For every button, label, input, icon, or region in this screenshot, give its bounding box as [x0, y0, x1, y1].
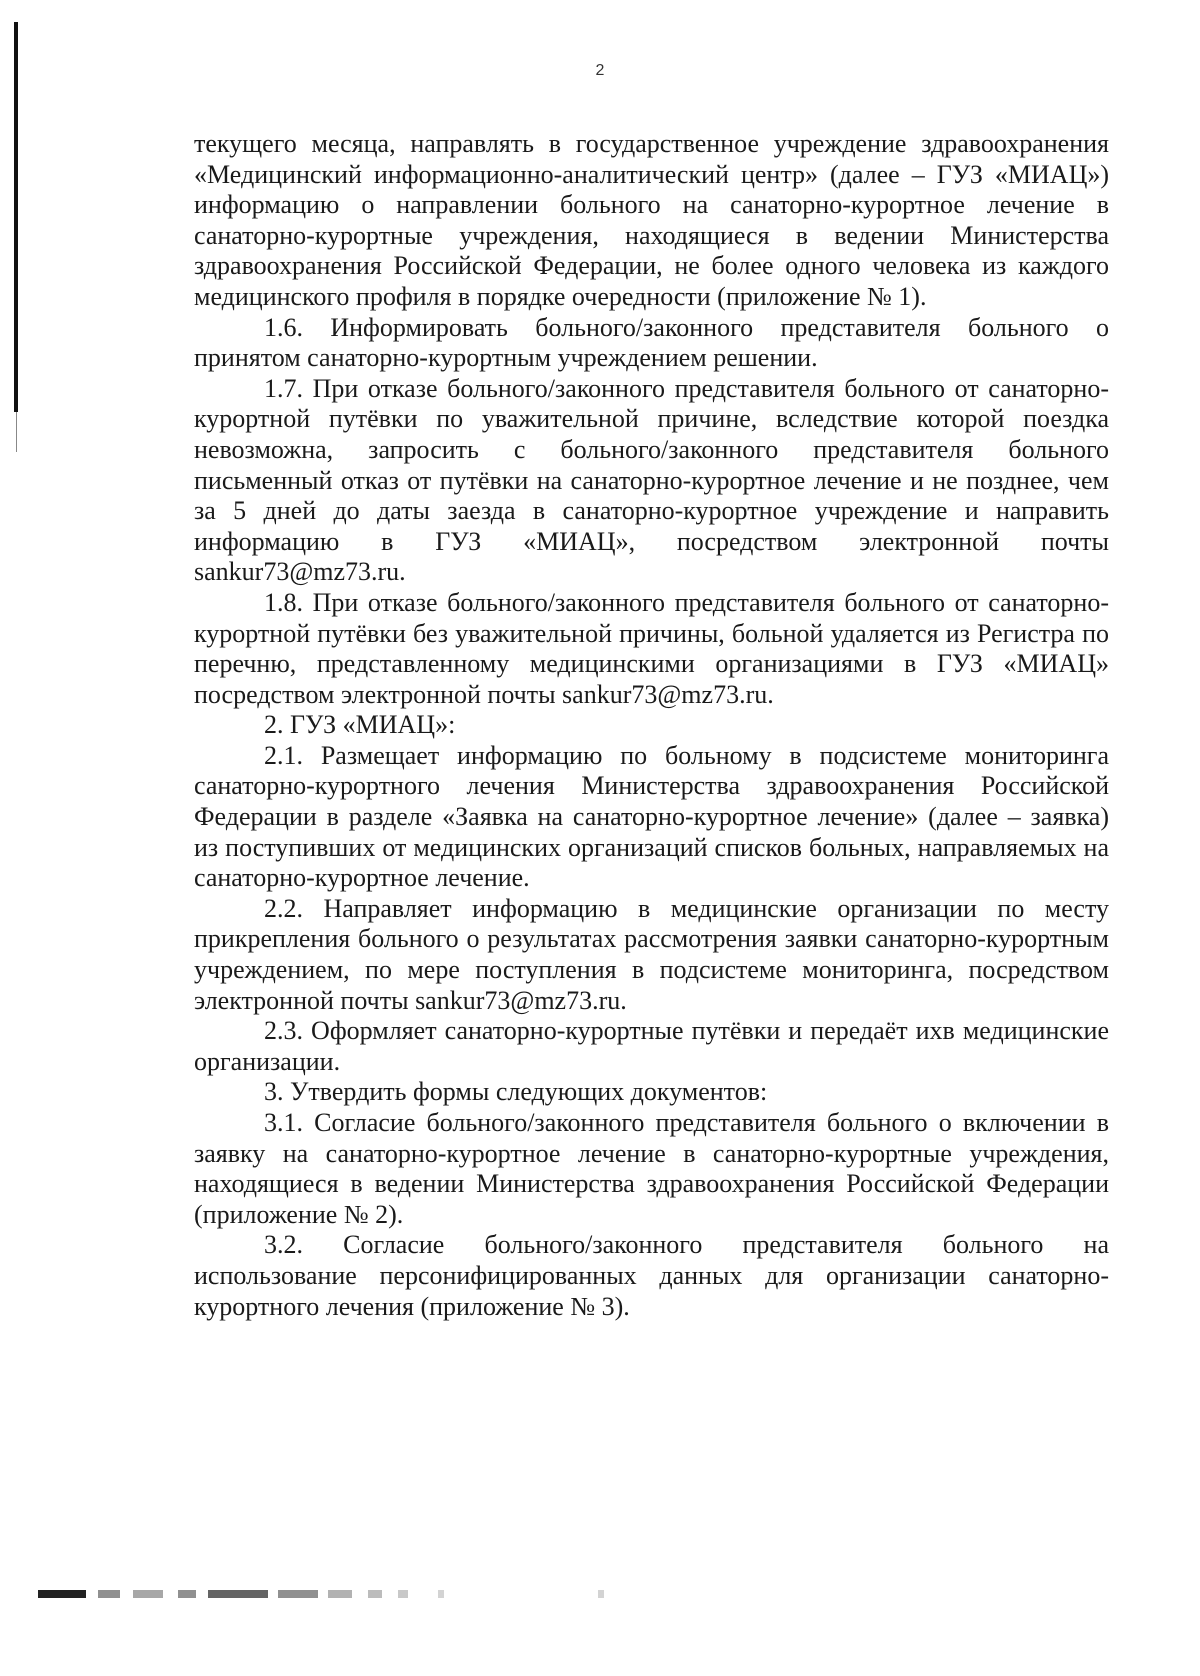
page-number: 2 — [595, 62, 605, 79]
scan-border-mark-thin — [16, 412, 17, 452]
paragraph-1-6: 1.6. Информировать больного/законного представителя больного о принятом санаторно-курортным учреждением решении. — [194, 312, 1109, 373]
scan-noise-artifact — [38, 1590, 618, 1600]
scan-border-mark — [14, 22, 18, 412]
paragraph-continuation: текущего месяца, направлять в государственное учреждение здравоохранения «Медицинский информационно-аналитический центр» (далее – ГУЗ «МИАЦ») информацию о направлении больного на санаторно-курортное лечение в санаторно-курортные учреждения, находящиеся в ведении Министерства здравоохранения Российской Федерации, не более одного человека из каждого медицинского профиля в порядке очередности (приложение № 1). — [194, 129, 1109, 311]
section-heading-3: 3. Утвердить формы следующих документов: — [264, 1077, 768, 1107]
section-heading-2: 2. ГУЗ «МИАЦ»: — [264, 710, 456, 740]
paragraph-2-2: 2.2. Направляет информацию в медицинские организации по месту прикрепления больного о результатах рассмотрения заявки санаторно-курортным учреждением, по мере поступления в подсистеме мониторинга, посредством электронной почты sankur73@mz73.ru. — [194, 893, 1109, 1015]
paragraph-3-2: 3.2. Согласие больного/законного представителя больного на использование персонифицированных данных для организации санаторно-курортного лечения (приложение № 3). — [194, 1230, 1109, 1321]
document-body — [194, 129, 1109, 1322]
paragraph-1-8: 1.8. При отказе больного/законного представителя больного от санаторно-курортной путёвки без уважительной причины, больной удаляется из Регистра по перечню, представленному медицинскими организациями в ГУЗ «МИАЦ» посредством электронной почты sankur73@mz73.ru. — [194, 587, 1109, 709]
paragraph-2-1: 2.1. Размещает информацию по больному в подсистеме мониторинга санаторно-курортного лечения Министерства здравоохранения Российской Федерации в разделе «Заявка на санаторно-курортное лечение» (далее – заявка) из поступивших от медицинских организаций списков больных, направляемых на санаторно-курортное лечение. — [194, 740, 1109, 893]
paragraph-3-1: 3.1. Согласие больного/законного представителя больного о включении в заявку на санаторно-курортное лечение в санаторно-курортные учреждения, находящиеся в ведении Министерства здравоохранения Российской Федерации (приложение № 2). — [194, 1108, 1109, 1229]
paragraph-1-7: 1.7. При отказе больного/законного представителя больного от санаторно-курортной путёвки по уважительной причине, вследствие которой поездка невозможна, запросить с больного/законного представителя больного письменный отказ от путёвки на санаторно-курортное лечение и не позднее, чем за 5 дней до даты заезда в санаторно-курортное учреждение и направить информацию в ГУЗ «МИАЦ», посредством электронной почты sankur73@mz73.ru. — [194, 373, 1109, 587]
paragraph-2-3: 2.3. Оформляет санаторно-курортные путёвки и передаёт ихв медицинские организации. — [194, 1016, 1109, 1076]
